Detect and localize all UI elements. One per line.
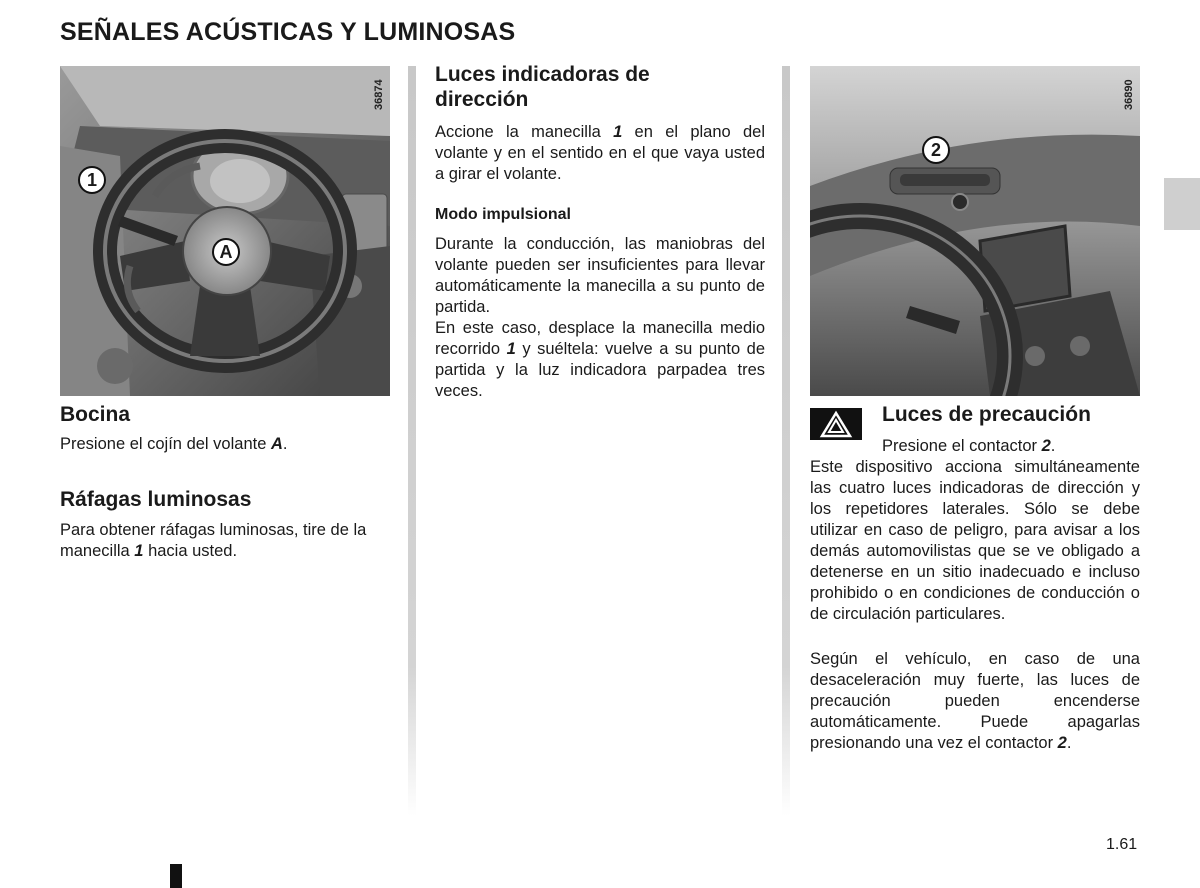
modo-impulsional-text: Durante la conducción, las maniobras del volante pueden ser insuficientes para llevar automáticamente la manecilla a su punto de partida. — [435, 235, 765, 316]
rafagas-text — [60, 520, 392, 562]
bocina-text-start: Presione el cojín del volante — [60, 435, 271, 453]
luces-precaucion-text-end: . — [1050, 437, 1056, 455]
hazard-warning-icon-box — [810, 408, 862, 440]
callout-2: 2 — [922, 136, 950, 164]
luces-indicadoras-text-end: en el plano del volante y en el sentido en el que vaya usted a girar el volante. — [435, 123, 765, 183]
modo-impulsional-text-2-start: En este caso, desplace la manecilla medio recorrido — [435, 319, 765, 358]
callout-1: 1 — [78, 166, 106, 194]
luces-precaucion-description-2-end: . — [1066, 734, 1072, 752]
luces-precaucion-ref-2: 2 — [1041, 437, 1051, 455]
dashboard-illustration — [810, 66, 1140, 396]
bocina-text-end: . — [282, 435, 288, 453]
rafagas-ref-1: 1 — [134, 542, 144, 560]
luces-precaucion-description: Este dispositivo acciona simultáneamente las cuatro luces indicadoras de dirección y los repetidores laterales. Sólo se debe utilizar en caso de peligro, para avisar a los demás automovilistas que se ve obligado a detenerse en un sitio inadecuado e incluso prohibido o en condiciones de conducción o de circulación particulares. — [810, 458, 1140, 623]
bocina-heading: Bocina — [60, 403, 131, 426]
column-divider-left — [408, 66, 416, 816]
bocina-ref-a: A — [270, 435, 283, 453]
page-number: 1.61 — [1106, 836, 1138, 853]
column-divider-right — [782, 66, 790, 816]
dashboard-photo — [810, 66, 1140, 396]
luces-precaucion-heading: Luces de precaución — [882, 403, 1091, 426]
modo-impulsional-text-2 — [435, 318, 765, 402]
steering-wheel-photo — [60, 66, 390, 396]
page-title: SEÑALES ACÚSTICAS Y LUMINOSAS — [60, 18, 516, 46]
luces-precaucion-ref-2b: 2 — [1057, 734, 1067, 752]
left-image-reference: 36874 — [373, 79, 385, 110]
right-image-reference: 36890 — [1123, 79, 1135, 110]
luces-precaucion-text-start: Presione el contactor — [882, 437, 1042, 455]
callout-a: A — [212, 238, 240, 266]
rafagas-text-end: hacia usted. — [143, 542, 238, 560]
print-cut-marker — [170, 864, 182, 888]
luces-precaucion-description-2-start: Según el vehículo, en caso de una desaceleración muy fuerte, las luces de precaución pueden encenderse automáticamente. Puede apagarlas presionando una vez el contactor — [810, 650, 1140, 752]
luces-indicadoras-heading: Luces indicadoras de dirección — [435, 63, 650, 111]
steering-wheel-illustration — [60, 66, 390, 396]
rafagas-text-start: Para obtener ráfagas luminosas, tire de la manecilla — [60, 521, 367, 560]
luces-indicadoras-text-start: Accione la manecilla — [435, 123, 614, 141]
chapter-tab-marker — [1164, 178, 1200, 230]
modo-impulsional-ref-1: 1 — [506, 340, 516, 358]
luces-indicadoras-ref-1: 1 — [613, 123, 623, 141]
luces-precaucion-description-2 — [810, 649, 1140, 754]
luces-precaucion-text — [882, 436, 1140, 457]
modo-impulsional-text-2-end: y suéltela: vuelve a su punto de partida y la luz indicadora parpadea tres veces. — [435, 340, 765, 400]
modo-impulsional-heading: Modo impulsional — [435, 206, 571, 223]
rafagas-heading: Ráfagas luminosas — [60, 488, 252, 511]
hazard-warning-triangle-icon — [810, 408, 862, 440]
luces-indicadoras-text — [435, 122, 765, 185]
bocina-text — [60, 434, 390, 455]
